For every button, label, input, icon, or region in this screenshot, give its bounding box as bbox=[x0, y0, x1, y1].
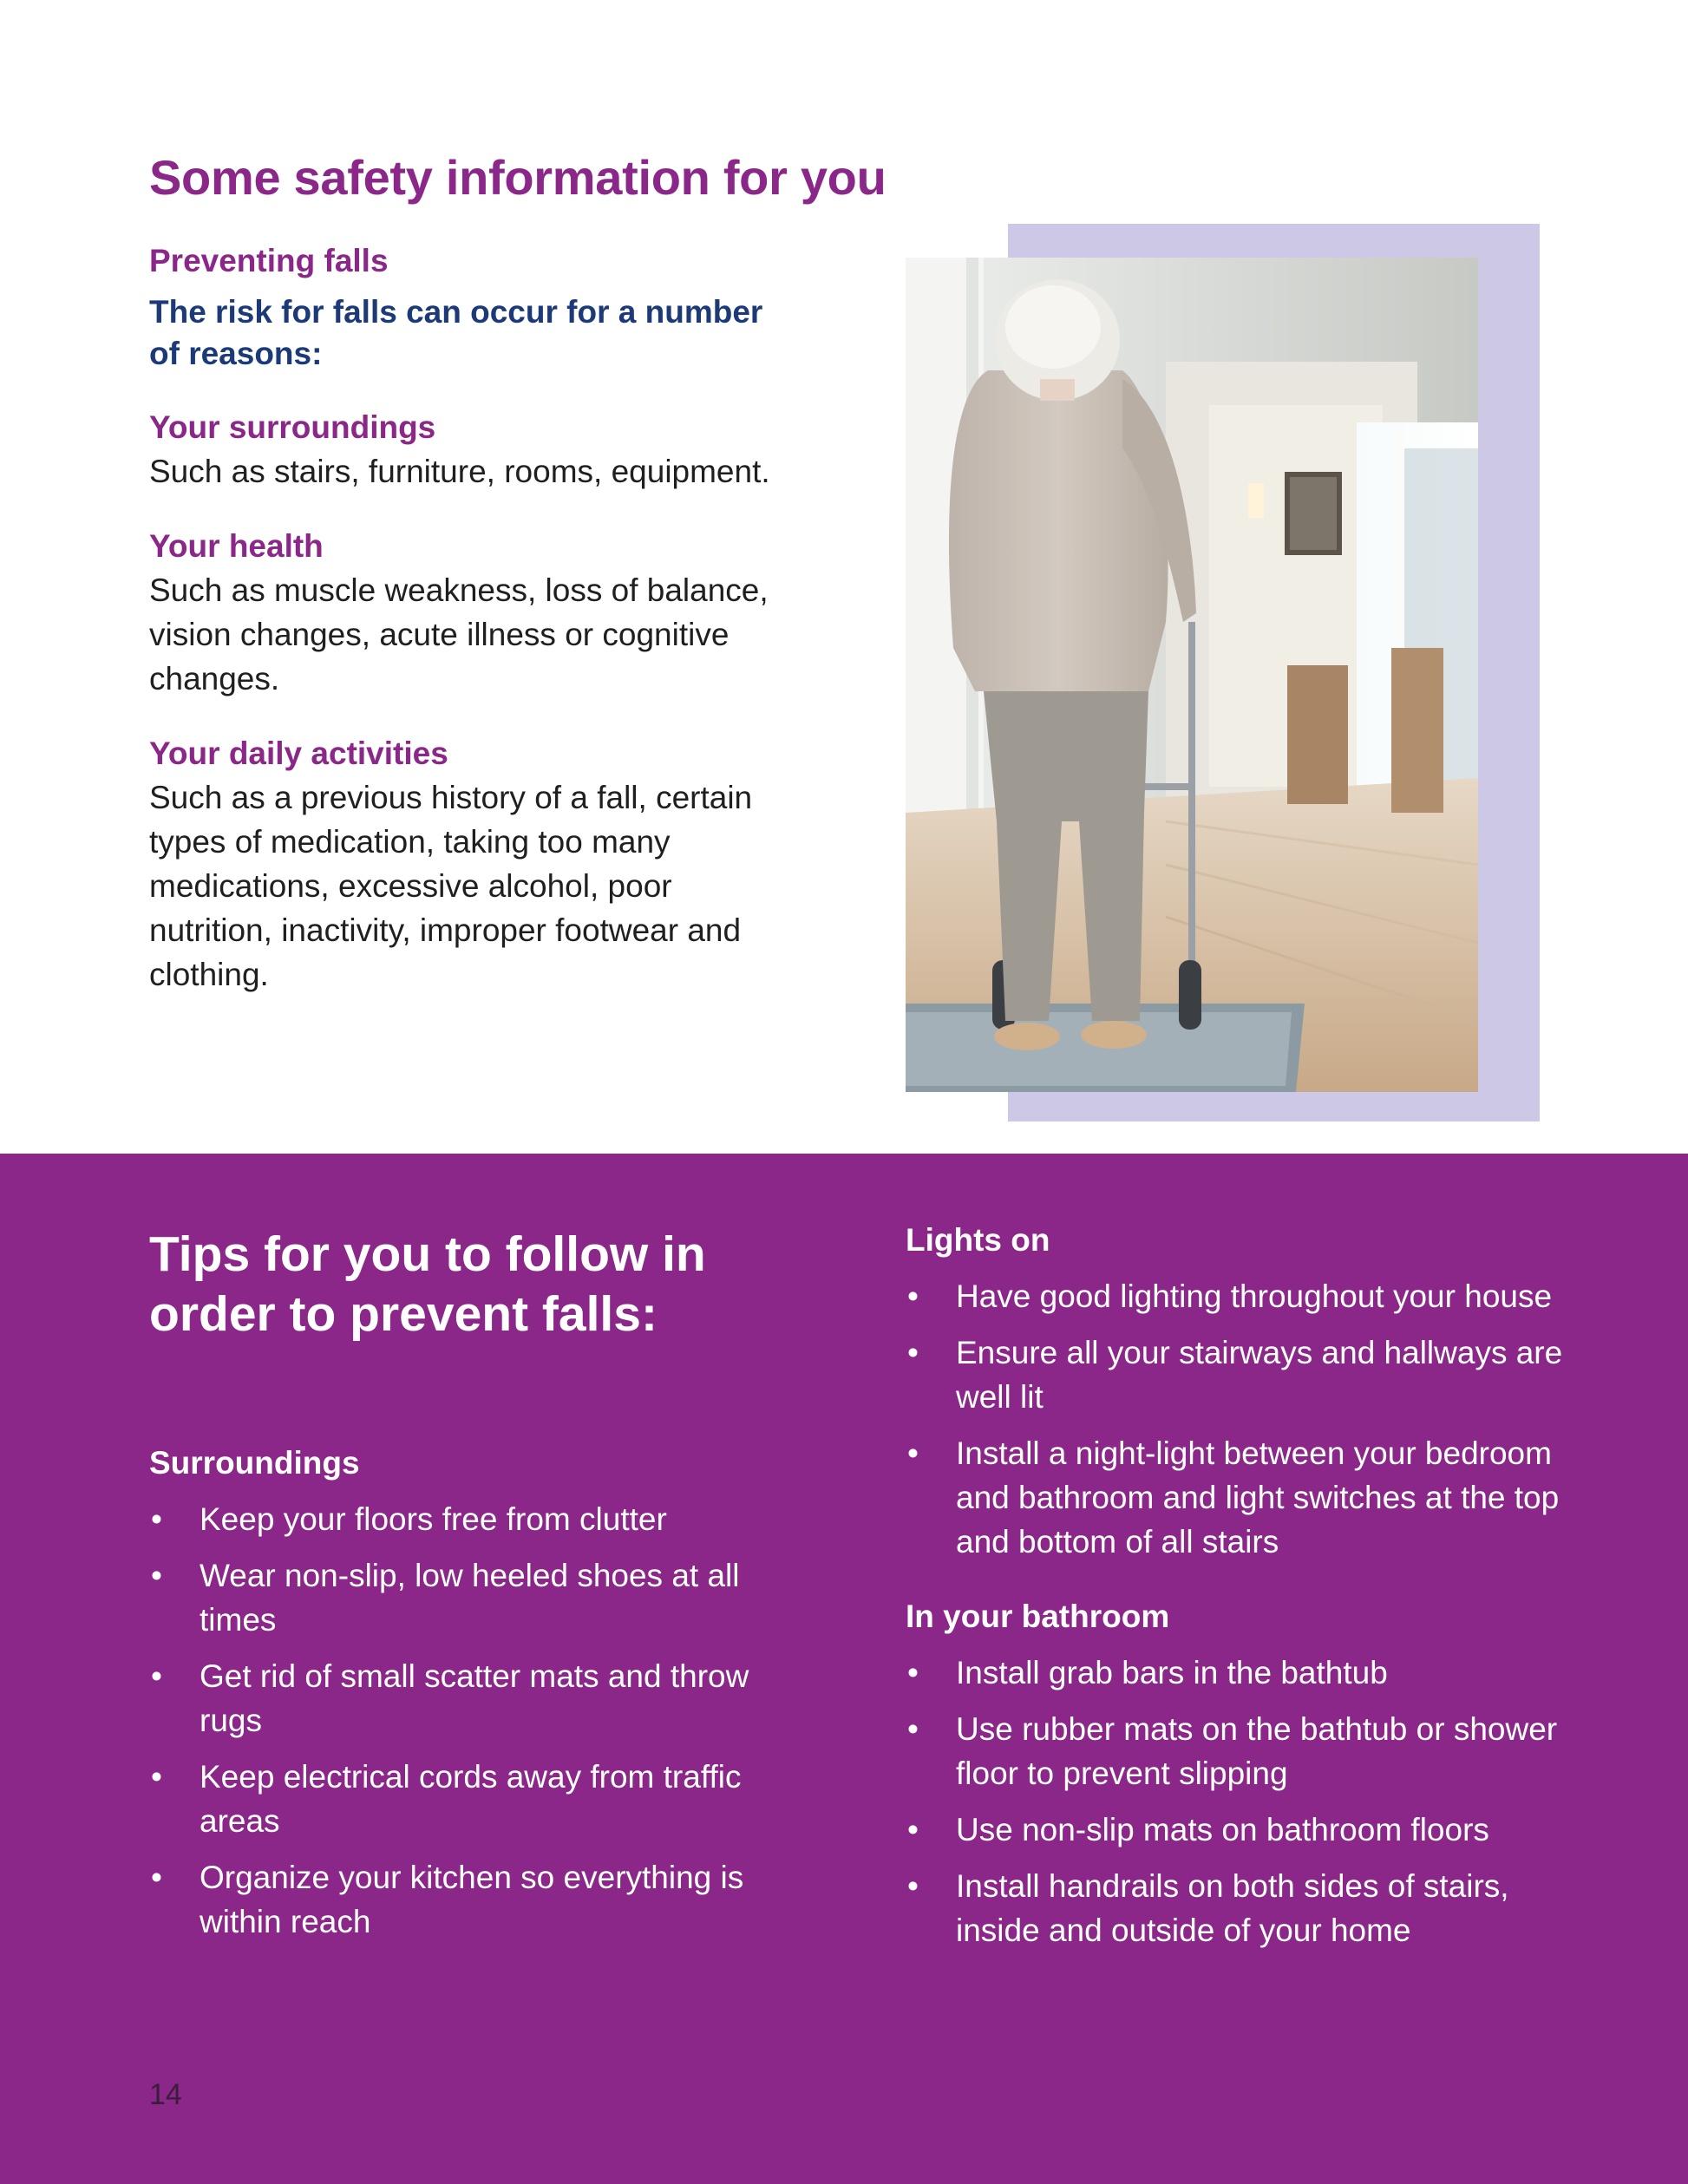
list-item bbox=[906, 1651, 1565, 1695]
list-item-text: Have good lighting throughout your house bbox=[956, 1278, 1553, 1314]
surroundings-list bbox=[149, 1497, 808, 1944]
surroundings-heading: Surroundings bbox=[149, 1445, 360, 1481]
bullet-icon: • bbox=[907, 1812, 919, 1847]
list-item bbox=[906, 1864, 1565, 1952]
lights-list bbox=[906, 1274, 1565, 1564]
list-item-text: Keep your floors free from clutter bbox=[200, 1501, 667, 1537]
lights-heading: Lights on bbox=[906, 1222, 1050, 1258]
risk-heading: Your health bbox=[149, 528, 324, 564]
list-item-text: Ensure all your stairways and hallways are well lit bbox=[956, 1335, 1563, 1415]
list-item bbox=[906, 1808, 1565, 1852]
tips-left-column bbox=[149, 1442, 808, 1956]
bullet-icon: • bbox=[907, 1335, 919, 1370]
bullet-icon: • bbox=[907, 1278, 919, 1314]
page-number: 14 bbox=[149, 2078, 182, 2111]
risk-section-surroundings bbox=[149, 406, 791, 494]
photo-illustration bbox=[906, 258, 1478, 1092]
tips-title: Tips for you to follow in order to prevent falls: bbox=[149, 1226, 706, 1342]
risk-heading: Your surroundings bbox=[149, 409, 436, 445]
list-item bbox=[906, 1431, 1565, 1564]
bullet-icon: • bbox=[151, 1759, 162, 1795]
list-item-text: Wear non-slip, low heeled shoes at all times bbox=[200, 1558, 740, 1638]
bathroom-list bbox=[906, 1651, 1565, 1952]
falls-info-column bbox=[149, 239, 791, 997]
tips-right-column bbox=[906, 1219, 1565, 1965]
bullet-icon: • bbox=[907, 1655, 919, 1690]
bullet-icon: • bbox=[907, 1868, 919, 1904]
list-item bbox=[149, 1855, 808, 1944]
risk-section-daily-activities bbox=[149, 732, 791, 997]
photo-elderly-woman-walker bbox=[906, 258, 1478, 1092]
bullet-icon: • bbox=[151, 1860, 162, 1895]
risk-heading: Your daily activities bbox=[149, 736, 448, 771]
list-item-text: Install grab bars in the bathtub bbox=[956, 1655, 1388, 1690]
list-item-text: Use non-slip mats on bathroom floors bbox=[956, 1812, 1489, 1847]
list-item-text: Install handrails on both sides of stairs, inside and outside of your home bbox=[956, 1868, 1509, 1948]
risk-text: Such as muscle weakness, loss of balance, vision changes, acute illness or cognitive changes. bbox=[149, 572, 769, 696]
bullet-icon: • bbox=[151, 1658, 162, 1694]
list-item bbox=[149, 1654, 808, 1743]
list-item bbox=[149, 1497, 808, 1541]
list-item bbox=[906, 1707, 1565, 1795]
bathroom-heading: In your bathroom bbox=[906, 1599, 1170, 1634]
bullet-icon: • bbox=[907, 1435, 919, 1471]
list-item bbox=[149, 1755, 808, 1843]
list-item-text: Install a night-light between your bedroom and bathroom and light switches at the top and bottom of all stairs bbox=[956, 1435, 1560, 1560]
risk-section-health bbox=[149, 525, 791, 701]
bullet-icon: • bbox=[151, 1558, 162, 1593]
bullet-icon: • bbox=[907, 1711, 919, 1747]
list-item-text: Get rid of small scatter mats and throw rugs bbox=[200, 1658, 749, 1738]
list-item-text: Organize your kitchen so everything is within reach bbox=[200, 1860, 744, 1939]
bullet-icon: • bbox=[151, 1501, 162, 1537]
list-item-text: Use rubber mats on the bathtub or shower floor to prevent slipping bbox=[956, 1711, 1558, 1791]
list-item bbox=[149, 1553, 808, 1642]
tips-section bbox=[0, 1154, 1688, 2184]
list-item bbox=[906, 1274, 1565, 1318]
falls-intro: The risk for falls can occur for a number of reasons: bbox=[149, 294, 763, 371]
list-item-text: Keep electrical cords away from traffic areas bbox=[200, 1759, 742, 1839]
risk-text: Such as stairs, furniture, rooms, equipment. bbox=[149, 454, 770, 489]
risk-text: Such as a previous history of a fall, certain types of medication, taking too many medications, excessive alcohol, poor nutrition, inactivity, improper footwear and clothing. bbox=[149, 780, 753, 992]
preventing-falls-heading: Preventing falls bbox=[149, 243, 389, 278]
page-title: Some safety information for you bbox=[149, 150, 887, 205]
list-item bbox=[906, 1331, 1565, 1419]
